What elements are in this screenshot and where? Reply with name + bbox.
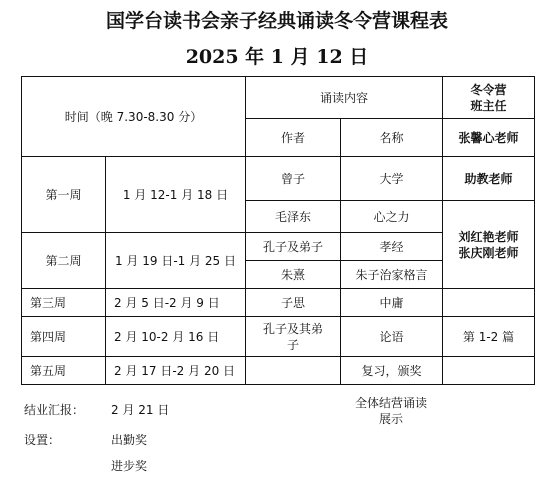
note-cell: 第 1-2 篇 [443, 317, 535, 357]
week-cell: 第二周 [22, 233, 106, 289]
author-header: 作者 [246, 119, 341, 157]
note-cell [443, 357, 535, 385]
assistant-teachers: 刘红艳老师 张庆刚老师 [443, 201, 535, 289]
author-cell [246, 357, 341, 385]
final-report-date: 2 月 21 日 [111, 403, 170, 417]
author-cell: 曾子 [246, 157, 341, 201]
dates-cell: 2 月 17 日-2 月 20 日 [106, 357, 246, 385]
time-header: 时间（晚 7.30-8.30 分） [22, 77, 246, 157]
name-header: 名称 [341, 119, 443, 157]
author-cell: 孔子及其弟 子 [246, 317, 341, 357]
name-cell: 复习，颁奖 [341, 357, 443, 385]
author-cell: 朱熹 [246, 261, 341, 289]
week-cell: 第一周 [22, 157, 106, 233]
name-cell: 论语 [341, 317, 443, 357]
award-item: 出勤奖 [111, 433, 148, 447]
assistant-header: 助教老师 [443, 157, 535, 201]
name-cell: 朱子治家格言 [341, 261, 443, 289]
award-item: 进步奖 [111, 459, 148, 473]
course-schedule-table [21, 76, 535, 385]
note-cell [443, 289, 535, 317]
dates-cell: 2 月 5 日-2 月 9 日 [106, 289, 246, 317]
dates-cell: 1 月 12-1 月 18 日 [106, 157, 246, 233]
week-cell: 第四周 [22, 317, 106, 357]
table-row [22, 289, 535, 317]
awards-label: 设置： [24, 433, 61, 447]
document-date: 2025 年 1 月 12 日 [185, 46, 369, 68]
week-cell: 第三周 [22, 289, 106, 317]
content-header: 诵读内容 [246, 77, 443, 119]
head-teacher: 张馨心老师 [443, 119, 535, 157]
table-header-row [22, 77, 535, 119]
dates-cell: 2 月 10-2 月 16 日 [106, 317, 246, 357]
staff-header: 冬令营 班主任 [443, 77, 535, 119]
final-report-item: 全体结营诵读 展示 [354, 396, 427, 426]
week-cell: 第五周 [22, 357, 106, 385]
table-row [22, 317, 535, 357]
name-cell: 大学 [341, 157, 443, 201]
author-cell: 毛泽东 [246, 201, 341, 233]
table-row [22, 357, 535, 385]
document-title: 国学台读书会亲子经典诵读冬令营课程表 [105, 10, 448, 32]
table-row [22, 157, 535, 201]
name-cell: 心之力 [341, 201, 443, 233]
name-cell: 中庸 [341, 289, 443, 317]
author-cell: 子思 [246, 289, 341, 317]
name-cell: 孝经 [341, 233, 443, 261]
dates-cell: 1 月 19 日-1 月 25 日 [106, 233, 246, 289]
author-cell: 孔子及弟子 [246, 233, 341, 261]
final-report-label: 结业汇报： [24, 403, 85, 417]
